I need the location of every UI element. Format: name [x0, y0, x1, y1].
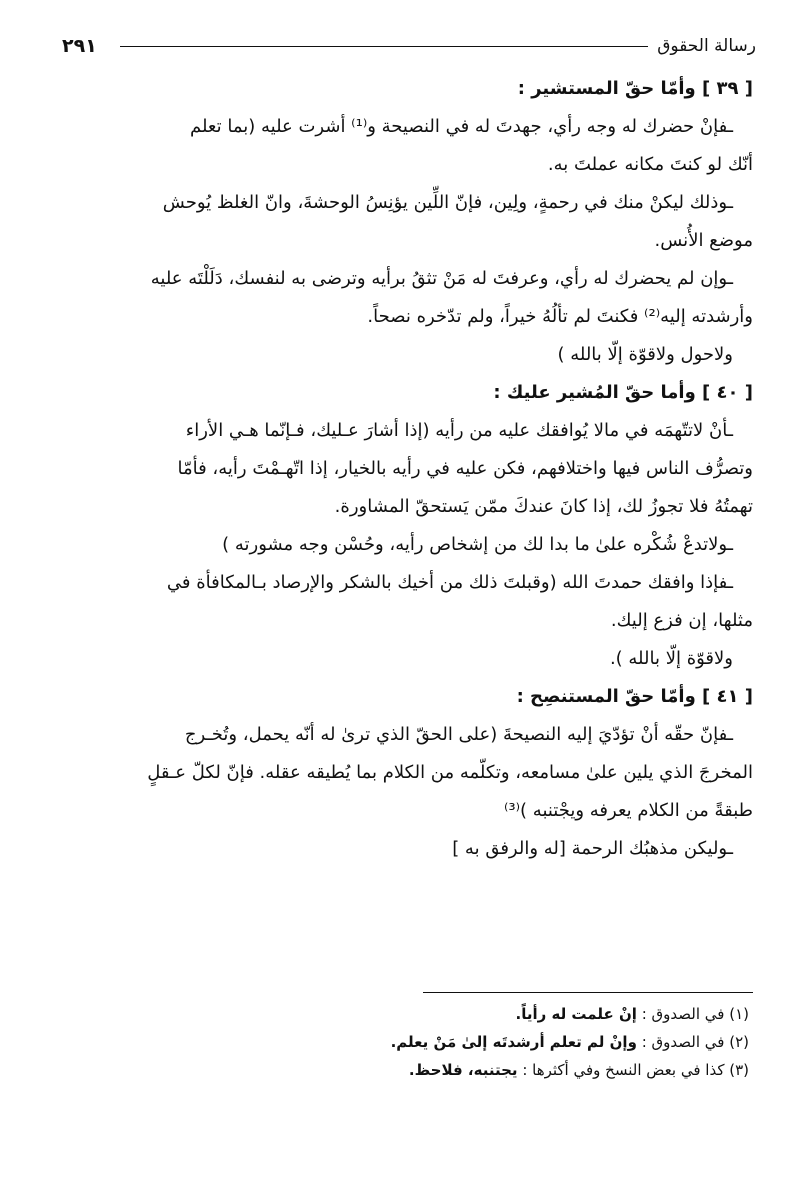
text-line: ولاحول ولاقوّة إلّا بالله )	[557, 344, 733, 365]
page-header	[62, 32, 756, 60]
text-line: ـولاتدعْ شُكْره علىٰ ما بدا لك من إشخاص رأيه، وحُسْن وجه مشورته )	[222, 534, 733, 555]
page-number: ٢٩١	[62, 35, 97, 57]
text-line: مثلها، إن فزع إليك.	[610, 610, 753, 631]
section-heading: [ ٤٠ ] وأما حقّ المُشير عليك :	[493, 382, 753, 403]
text-line: ـوذلك ليكنْ منك في رحمةٍ، ولِين، فإنّ اللِّين يؤنِسُ الوحشةَ، وانّ الغلظ يُوحش	[162, 192, 733, 213]
body-text	[63, 70, 753, 868]
footnote-text: يجتنبه، فلاحظ.	[408, 1061, 518, 1079]
footnote-label: (٣) كذا في بعض النسخ وفي أكثرها :	[522, 1061, 749, 1079]
footnote-text: وإنْ لم تعلم أرشدتَه إلىٰ مَنْ يعلم.	[390, 1033, 637, 1051]
section-heading: [ ٤١ ] وأمّا حقّ المستنصِح :	[516, 686, 753, 707]
footnote-text: إنْ علمت له رأياً.	[515, 1005, 637, 1023]
text-line: أنّك لو كنتَ مكانه عملتَ به.	[547, 154, 753, 175]
text-line: ـفإنّ حقّه أنْ تؤدّيَ إليه النصيحةَ (على الحقّ الذي ترىٰ له أنّه يحمل، وتُخـرج	[184, 724, 733, 745]
footnote	[59, 1000, 749, 1028]
text-line: تهمتُهُ فلا تجوزُ لك، إذا كانَ عندكَ ممّن يَستحقّ المشاورة.	[334, 496, 753, 517]
text-line: ـوليكن مذهبُك الرحمة [له والرفق به ]	[452, 838, 733, 859]
text-line: وأرشدته إليه⁽²⁾ فكنتَ لم تألُهُ خيراً، ولم تدّخره نصحاً.	[367, 306, 753, 327]
text-line: طبقةً من الكلام يعرفه ويجْتنبه )⁽³⁾	[503, 800, 753, 821]
text-line: ـأنْ لاتتّهمَه في مالا يُوافقك عليه من رأيه (إذا أشارَ عـليك، فـإنّما هـي الأراء	[185, 420, 733, 441]
text-line: موضع الأُنس.	[654, 230, 753, 251]
footnote-label: (٢) في الصدوق :	[641, 1033, 749, 1051]
running-title: رسالة الحقوق	[657, 36, 756, 56]
text-line: ولاقوّة إلّا بالله ).	[609, 648, 733, 669]
footnotes	[59, 1000, 749, 1084]
text-line: المخرجَ الذي يلين علىٰ مسامعه، وتكلّمه من الكلام بما يُطيقه عقله. فإنّ لكلّ عـقلٍ	[147, 762, 753, 783]
footnote	[59, 1056, 749, 1084]
footnote-rule	[423, 992, 753, 993]
section-heading: [ ٣٩ ] وأمّا حقّ المستشير :	[517, 78, 753, 99]
text-line: وتصرُّف الناس فيها واختلافهم، فكن عليه في رأيه بالخيار، إذا اتّهـمْتَ رأيه، فأمّا	[177, 458, 753, 479]
footnote	[59, 1028, 749, 1056]
text-line: ـوإن لم يحضرك له رأي، وعرفتَ له مَنْ تثقُ برأيه وترضى به لنفسك، دَلَلْتَه عليه	[150, 268, 733, 289]
text-line: ـفإنْ حضرك له وجه رأي، جهدتَ له في النصيحة و⁽¹⁾ أشرت عليه (بما تعلم	[189, 116, 733, 137]
footnote-label: (١) في الصدوق :	[641, 1005, 749, 1023]
text-line: ـفإذا وافقك حمدتَ الله (وقبلتَ ذلك من أخيك بالشكر والإرصاد بـالمكافأة في	[166, 572, 733, 593]
header-rule	[120, 46, 648, 47]
